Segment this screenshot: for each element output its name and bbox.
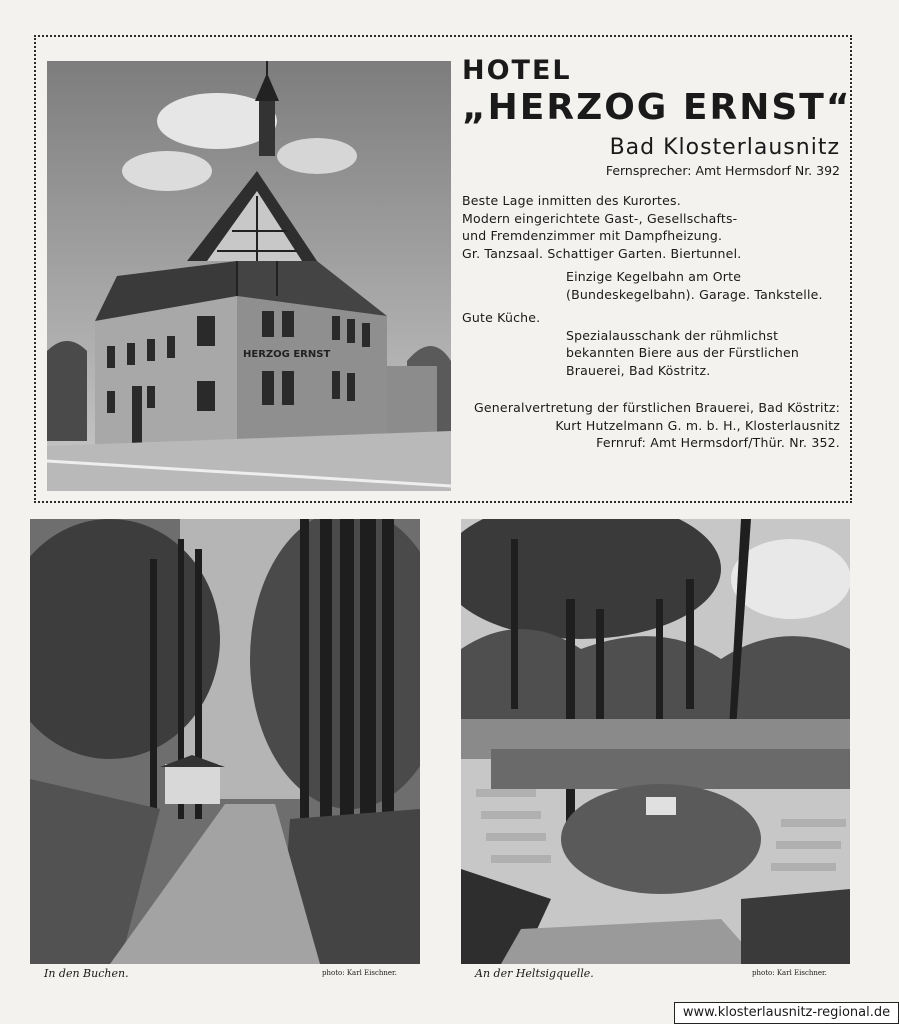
- ad-line: Modern eingerichtete Gast-, Gesellschafts-: [462, 210, 738, 226]
- ad-line: und Fremdenzimmer mit Dampfheizung.: [462, 228, 723, 243]
- forest-photo: [30, 519, 420, 964]
- hotel-photo: [47, 61, 451, 491]
- title-hotel-name: „HERZOG ERNST“: [462, 87, 852, 128]
- ad-line: Generalvertretung der fürstlichen Brauerei, Bad Köstritz:: [474, 400, 840, 415]
- ad-line: Fernruf: Amt Hermsdorf/Thür. Nr. 352.: [596, 435, 840, 450]
- ad-line: Beste Lage inmitten des Kurortes.: [462, 193, 681, 208]
- ad-line: Einzige Kegelbahn am Orte: [566, 269, 742, 284]
- right-photo-caption: An der Heltsigquelle.: [475, 967, 594, 980]
- spring-photo: [461, 519, 850, 964]
- ad-line: (Bundeskegelbahn). Garage. Tankstelle.: [566, 286, 823, 302]
- left-photo-credit: photo: Karl Eischner.: [322, 969, 397, 977]
- title-hotel: HOTEL: [462, 55, 572, 86]
- hotel-location: Bad Klosterlausnitz: [609, 135, 840, 160]
- ad-line: bekannten Biere aus der Fürstlichen: [566, 345, 800, 360]
- advertisement-text: [462, 55, 852, 452]
- left-photo-caption: In den Buchen.: [44, 967, 129, 980]
- ad-line: Spezialausschank der rühmlichst: [566, 327, 779, 343]
- ad-line: Brauerei, Bad Köstritz.: [566, 362, 711, 378]
- hotel-sign: HERZOG ERNST: [243, 349, 331, 360]
- ad-line: Gute Küche.: [462, 310, 541, 325]
- ad-line: Kurt Hutzelmann G. m. b. H., Klosterlausnitz: [555, 417, 840, 433]
- right-photo-credit: photo: Karl Eischner.: [752, 969, 827, 977]
- hotel-phone: Fernsprecher: Amt Hermsdorf Nr. 392: [605, 163, 840, 178]
- website-watermark: www.klosterlausnitz-regional.de: [674, 1002, 899, 1024]
- ad-line: Gr. Tanzsaal. Schattiger Garten. Biertunnel.: [462, 245, 742, 261]
